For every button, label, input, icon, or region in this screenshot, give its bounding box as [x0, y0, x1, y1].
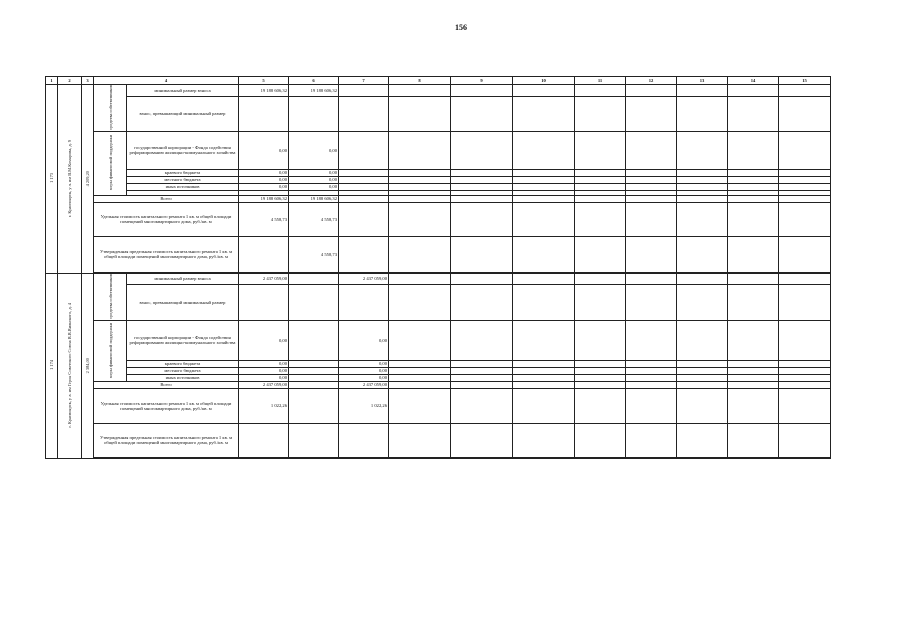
cell-col6: [289, 320, 339, 360]
table-row: [46, 381, 831, 388]
support-label: меры финансовой поддержки: [94, 131, 127, 195]
fund-label: государственной корпорации - Фонда содействия реформированию жилищно-коммунального хозяйства: [127, 131, 239, 169]
total-label: Всего: [94, 381, 239, 388]
other-label: иных источников: [127, 374, 239, 381]
row-number: 1 174: [46, 273, 58, 458]
col-header: 3: [82, 77, 94, 85]
regional-label: краевого бюджета: [127, 169, 239, 176]
cell-col5: 1 022,26: [239, 388, 289, 423]
col-header: 10: [513, 77, 575, 85]
cell-col7: 0,00: [339, 374, 389, 381]
cell-col7: 0,00: [339, 367, 389, 374]
total-label: Всего: [94, 195, 239, 202]
cell-col5: 19 188 606,32: [239, 195, 289, 202]
building-address: г. Красноярск, у л. им Героя Советского Союза В.В.Вильского, д. 4: [58, 273, 82, 458]
limit-cost-label: Утвержденная предельная стоимость капитального ремонта 1 кв. м общей площади помещений многоквартирного дома, руб./кв. м: [94, 236, 239, 272]
table-row: [46, 96, 831, 131]
cell-col7: [339, 202, 389, 236]
excess-fee-label: взнос, превышающий минимальный размер: [127, 96, 239, 131]
cell-col6: 0,00: [289, 176, 339, 183]
cell-col5: [239, 423, 289, 457]
table-row: [46, 388, 831, 423]
col-header: 1: [46, 77, 58, 85]
cell-col6: 19 188 606,32: [289, 85, 339, 97]
row-number: 1 173: [46, 85, 58, 274]
cell-col7: [339, 176, 389, 183]
col-header: 5: [239, 77, 289, 85]
cell-col7: [339, 236, 389, 272]
support-label: меры финансовой поддержки: [94, 320, 127, 381]
table-row: [46, 273, 831, 284]
fund-label: государственной корпорации - Фонда содействия реформированию жилищно-коммунального хозяйства: [127, 320, 239, 360]
cell-col5: 2 437 059,00: [239, 381, 289, 388]
other-label: иных источников: [127, 183, 239, 190]
table-row: [46, 457, 831, 458]
unit-cost-label: Удельная стоимость капитального ремонта 1 кв. м общей площади помещений многоквартирного дома, руб./кв. м: [94, 388, 239, 423]
table-row: [46, 169, 831, 176]
limit-cost-label: Утвержденная предельная стоимость капитального ремонта 1 кв. м общей площади помещений многоквартирного дома, руб./кв. м: [94, 423, 239, 457]
cell-col6: 4 558,73: [289, 236, 339, 272]
cell-col5: 4 558,73: [239, 202, 289, 236]
table-row: [46, 360, 831, 367]
col-header: 15: [779, 77, 831, 85]
cell-col5: 0,00: [239, 374, 289, 381]
cell-col7: 2 437 059,00: [339, 273, 389, 284]
col-header: 2: [58, 77, 82, 85]
table-row: [46, 202, 831, 236]
cell-col7: 2 437 059,00: [339, 381, 389, 388]
cell-col7: 0,00: [339, 320, 389, 360]
col-header: 7: [339, 77, 389, 85]
cell-col6: 0,00: [289, 169, 339, 176]
cell-col6: [289, 388, 339, 423]
cell-col5: 0,00: [239, 367, 289, 374]
table-row: [46, 195, 831, 202]
building-area: 2 384,00: [82, 273, 94, 458]
local-label: местного бюджета: [127, 176, 239, 183]
cell-col7: 1 022,26: [339, 388, 389, 423]
col-header: 8: [389, 77, 451, 85]
cell-col7: [339, 169, 389, 176]
cell-col7: 0,00: [339, 360, 389, 367]
capital-repair-table: [45, 76, 831, 459]
col-header: 13: [677, 77, 728, 85]
cell-col6: [289, 381, 339, 388]
cell-col5: 0,00: [239, 320, 289, 360]
cell-col5: 0,00: [239, 131, 289, 169]
cell-col6: 0,00: [289, 183, 339, 190]
col-header: 14: [728, 77, 779, 85]
cell-col5: 0,00: [239, 176, 289, 183]
table-row: [46, 183, 831, 190]
col-header: 6: [289, 77, 339, 85]
table-row: [46, 236, 831, 272]
owner-funds-label: средства собственников: [94, 85, 127, 132]
excess-fee-label: взнос, превышающий минимальный размер: [127, 285, 239, 321]
cell-col6: [289, 273, 339, 284]
cell-col7: [339, 423, 389, 457]
table-row: [46, 176, 831, 183]
col-header: 11: [575, 77, 626, 85]
cell-col7: [339, 183, 389, 190]
cell-col6: [289, 423, 339, 457]
cell-col5: 0,00: [239, 183, 289, 190]
min-fee-label: минимальный размер взноса: [127, 85, 239, 97]
owner-funds-label: средства собственников: [94, 273, 127, 320]
cell-col6: 0,00: [289, 131, 339, 169]
cell-col5: 2 437 059,00: [239, 273, 289, 284]
col-header: 12: [626, 77, 677, 85]
cell-col6: [289, 367, 339, 374]
col-header: 4: [94, 77, 239, 85]
min-fee-label: минимальный размер взноса: [127, 273, 239, 284]
cell-col7: [339, 85, 389, 97]
cell-col5: 0,00: [239, 169, 289, 176]
table-row: [46, 423, 831, 457]
regional-label: краевого бюджета: [127, 360, 239, 367]
building-area: 4 209,20: [82, 85, 94, 274]
table-row: [46, 374, 831, 381]
cell-col7: [339, 195, 389, 202]
table-row: [46, 85, 831, 97]
column-number-row: [46, 77, 831, 85]
cell-col6: 4 558,73: [289, 202, 339, 236]
table-row: [46, 285, 831, 321]
page-number: 156: [455, 23, 467, 32]
cell-col5: [239, 236, 289, 272]
cell-col6: [289, 360, 339, 367]
table-row: [46, 131, 831, 169]
unit-cost-label: Удельная стоимость капитального ремонта 1 кв. м общей площади помещений многоквартирного дома, руб./кв. м: [94, 202, 239, 236]
cell-col6: 19 188 606,32: [289, 195, 339, 202]
cell-col5: 19 188 606,32: [239, 85, 289, 97]
building-address: г. Красноярск, у л. им В.М.Комарова, д. 9: [58, 85, 82, 274]
table-row: [46, 320, 831, 360]
cell-col5: 0,00: [239, 360, 289, 367]
table-row: [46, 367, 831, 374]
local-label: местного бюджета: [127, 367, 239, 374]
cell-col6: [289, 374, 339, 381]
col-header: 9: [451, 77, 513, 85]
cell-col7: [339, 131, 389, 169]
